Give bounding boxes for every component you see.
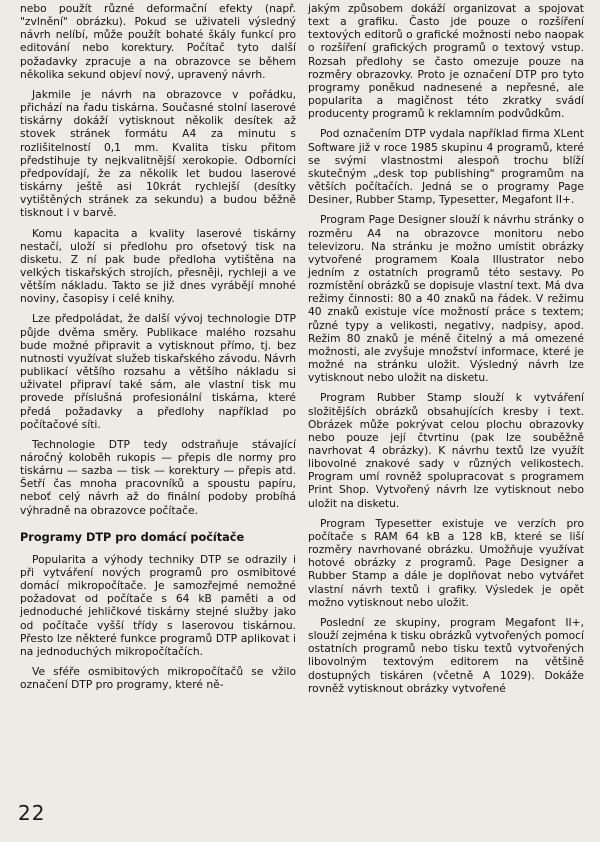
paragraph: nebo použít různé deformační efekty (např. "zvlnění" obrázku). Pokud se uživateli výsledný návrh nelíbí, může použít bohaté škály funkcí pro editování nebo korektury. Počítač tyto další požadavky zpracuje a na obrazovce se během několika sekund objeví nový, upravený návrh. — [20, 2, 296, 81]
paragraph: Popularita a výhody techniky DTP se odrazily i při vytváření nových programů pro osmibitové domácí mikropočítače. Je samozřejmé nemožné požadovat od počítače s 64 kB paměti a od jednoduché jehličkové tiskárny stejné služby jako od počítače vyšší třídy s laserovou tiskárnou. Přesto lze některé funkce programů DTP aplikovat i na jednoduchých mikropočítačích. — [20, 552, 296, 658]
paragraph: Technologie DTP tedy odstraňuje stávající náročný koloběh rukopis — přepis dle normy pro tiskárnu — sazba — tisk — korektury — přepis atd. Šetří čas mnoha pracovníků a spoustu papíru, neboť celý návrh až do finální podoby probíhá výhradně na obrazovce počítače. — [20, 437, 296, 517]
paragraph: Program Rubber Stamp slouží k vytváření složitějších obrázků obsahujících kresby i text. Obrázek může pokrývat celou plochu obrazovky nebo pouze její čtvrtinu (pak lze souběžně navrhovat 4 obrázky). K návrhu textů lze využít libovolné znakové sady v různých velikostech. Program umí rovněž spolupracovat s programem Print Shop. Vytvořený návrh lze vytisknout nebo uložit na disketu. — [308, 391, 584, 510]
paragraph: Jakmile je návrh na obrazovce v pořádku, přichází na řadu tiskárna. Současné stolní laserové tiskárny dokáží vytisknout několik desítek až stovek stránek formátu A4 za minutu s rozlišitelností 0,1 mm. Kvalita tisku přitom předstihuje ty nejkvalitnější xerokopie. Odborníci předpovídají, že za několik let budou laserové tiskárny ještě asi 10krát rychlejší (desítky vytištěných stránek za sekundu) a budou běžně tisknout i v barvě. — [20, 87, 296, 220]
paragraph: Program Page Designer slouží k návrhu stránky o rozměru A4 na obrazovce monitoru nebo televizoru. Na stránku je možno umístit obrázky vytvořené programem Koala Illustrator nebo jedním z ostatních programů této sestavy. Po rozmístění obrázků se dopisuje vlastní text. Má dva režimy činnosti: 80 a 40 znaků na řádek. V režimu 40 znaků existuje více možností práce s textem; různé typy a velikosti, negativy, nadpisy, apod. Režim 80 znaků je méně čitelný a má omezené možnosti, ale zvyšuje množství informace, které je možné na stránku uložit. Výsledný návrh lze vytisknout nebo uložit na disketu. — [308, 213, 584, 385]
paragraph: Program Typesetter existuje ve verzích pro počítače s RAM 64 kB a 128 kB, které se liší rozměry navrhované obrázku. Umožňuje využívat hotové obrázky z programů. Page Designer a Rubber Stamp a dále je doplňovat nebo vytvářet vlastní návrh textů i grafiky. Výsledek je opět možno vytisknout nebo uložit. — [308, 516, 584, 609]
section-heading: Programy DTP pro domácí počítače — [20, 530, 245, 544]
left-column — [20, 2, 296, 698]
paragraph: jakým způsobem dokáží organizovat a spojovat text a grafiku. Často jde pouze o rozšíření textových editorů o grafické možnosti nebo naopak o rozšíření grafických programů o textový vstup. Rozsah předlohy se často omezuje pouze na rozměry obrazovky. Proto je označení DTP pro tyto programy poněkud nadnesené a nepřesné, ale popularita a magičnost této zkratky svádí producenty programů k reklamním podvůdkům. — [308, 2, 584, 121]
page-number: 22 — [18, 801, 46, 825]
paragraph: Poslední ze skupiny, program Megafont II+, slouží zejména k tisku obrázků vytvořených pomocí ostatních programů nebo tisku textů vytvořených libovolným textovým editorem na většině dostupných tiskáren (včetně A 1029). Dokáže rovněž vytisknout obrázky vytvořené — [308, 615, 584, 695]
right-column — [308, 2, 584, 702]
paragraph: Pod označením DTP vydala například firma XLent Software již v roce 1985 skupinu 4 programů, které se svými vlastnostmi alespoň trochu blíží skutečným „desk top publishing" programům na větších počítačích. Jedná se o programy Page Desiner, Rubber Stamp, Typesetter, Megafont II+. — [308, 127, 584, 207]
paragraph: Komu kapacita a kvality laserové tiskárny nestačí, uloží si předlohu pro ofsetový tisk na disketu. Z ní pak bude předloha vytištěna na velkých tiskařských strojích, přesněji, rychleji a ve větším nákladu. Takto se již dnes vyrábějí mnohé noviny, časopisy i celé knihy. — [20, 226, 296, 306]
paragraph: Lze předpoládat, že další vývoj technologie DTP půjde dvěma směry. Publikace malého rozsahu bude možné připravit a vytisknout přímo, tj. bez nutnosti využívat služeb tiskařského závodu. Návrh publikací většího rozsahu a většího nákladu si uživatel připraví také sám, ale vlastní tisk mu provede příslušná profesionální tiskárna, které předá požadavky a předlohy například po počítačové síti. — [20, 312, 296, 431]
paragraph: Ve sféře osmibitových mikropočítačů se vžilo označení DTP pro programy, které ně- — [20, 665, 296, 692]
